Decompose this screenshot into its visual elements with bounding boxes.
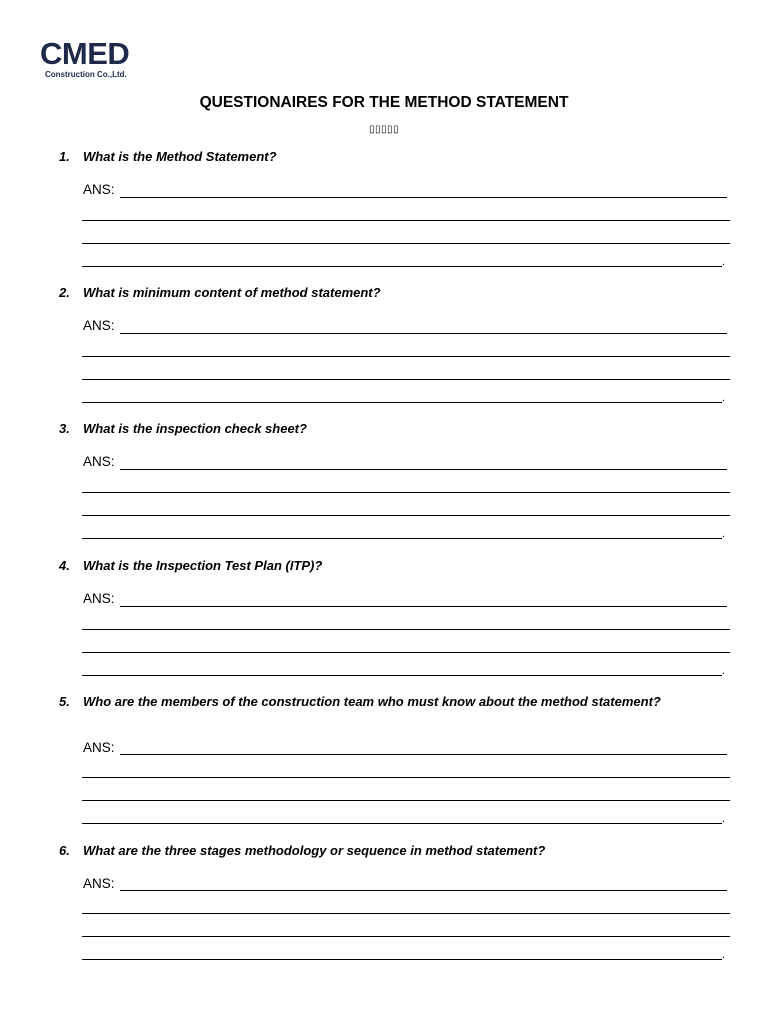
- question-text: Who are the members of the construction team who must know about the method statement?: [83, 694, 661, 709]
- logo-wordmark: CMED: [40, 36, 130, 71]
- answer-line[interactable]: [82, 492, 730, 493]
- answer-line[interactable]: [82, 652, 730, 653]
- answer-line[interactable]: [82, 777, 730, 778]
- question-number: 1.: [59, 149, 70, 164]
- question-number: 2.: [59, 285, 70, 300]
- page-title: QUESTIONAIRES FOR THE METHOD STATEMENT: [199, 94, 569, 111]
- answer-line[interactable]: [120, 754, 727, 755]
- answer-label: ANS:: [83, 591, 115, 606]
- answer-line[interactable]: [82, 959, 722, 960]
- answer-line[interactable]: [82, 243, 730, 244]
- answer-label: ANS:: [83, 740, 115, 755]
- answer-label: ANS:: [83, 454, 115, 469]
- answer-end-mark: .: [722, 256, 726, 268]
- logo-tagline: Construction Co.,Ltd.: [45, 70, 127, 79]
- question-text: What is minimum content of method statement?: [83, 285, 381, 300]
- answer-line[interactable]: [82, 220, 730, 221]
- answer-line[interactable]: [120, 606, 727, 607]
- answer-line[interactable]: [82, 823, 722, 824]
- page-subtitle: ▯▯▯▯▯: [368, 124, 399, 135]
- answer-end-mark: .: [722, 949, 726, 961]
- answer-line[interactable]: [82, 629, 730, 630]
- answer-line[interactable]: [82, 913, 730, 914]
- question-text: What is the Method Statement?: [83, 149, 277, 164]
- answer-line[interactable]: [82, 379, 730, 380]
- answer-line[interactable]: [120, 469, 727, 470]
- question-number: 5.: [59, 694, 70, 709]
- question-text: What is the Inspection Test Plan (ITP)?: [83, 558, 323, 573]
- question-text: What are the three stages methodology or sequence in method statement?: [83, 843, 546, 858]
- answer-label: ANS:: [83, 182, 115, 197]
- answer-line[interactable]: [82, 675, 722, 676]
- question-number: 6.: [59, 843, 70, 858]
- answer-line[interactable]: [82, 538, 722, 539]
- answer-line[interactable]: [82, 936, 730, 937]
- question-number: 4.: [59, 558, 70, 573]
- answer-line[interactable]: [82, 356, 730, 357]
- company-logo: [40, 38, 150, 80]
- answer-label: ANS:: [83, 318, 115, 333]
- question-text: What is the inspection check sheet?: [83, 421, 307, 436]
- answer-end-mark: .: [722, 528, 726, 540]
- answer-end-mark: .: [722, 813, 726, 825]
- answer-label: ANS:: [83, 876, 115, 891]
- answer-line[interactable]: [82, 266, 722, 267]
- question-number: 3.: [59, 421, 70, 436]
- answer-line[interactable]: [120, 890, 727, 891]
- answer-end-mark: .: [722, 392, 726, 404]
- answer-line[interactable]: [120, 197, 727, 198]
- answer-line[interactable]: [82, 515, 730, 516]
- answer-line[interactable]: [82, 402, 722, 403]
- answer-line[interactable]: [120, 333, 727, 334]
- answer-end-mark: .: [722, 665, 726, 677]
- answer-line[interactable]: [82, 800, 730, 801]
